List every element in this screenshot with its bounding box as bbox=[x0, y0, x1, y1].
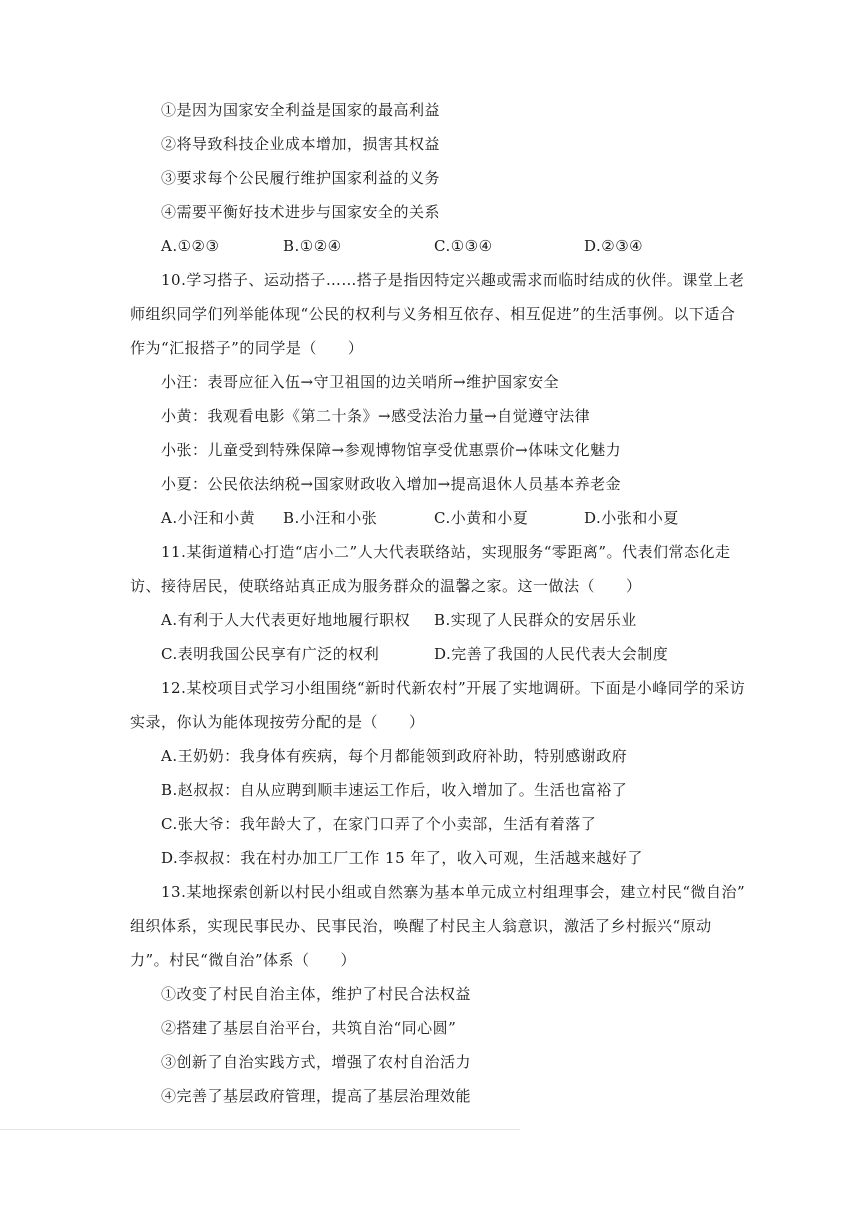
q10-option-b: B.小汪和小张 bbox=[283, 509, 378, 527]
q10-stem-line-2: 师组织同学们列举能体现“公民的权利与义务相互依存、相互促进”的生活事例。以下适合 bbox=[130, 305, 736, 323]
q9-statement-4: ④需要平衡好技术进步与国家安全的关系 bbox=[161, 203, 441, 221]
q9-statement-3: ③要求每个公民履行维护国家利益的义务 bbox=[161, 169, 441, 187]
q9-statement-1: ①是因为国家安全利益是国家的最高利益 bbox=[161, 101, 441, 119]
q13-stem-line-2: 组织体系，实现民事民办、民事民治，唤醒了村民主人翁意识，激活了乡村振兴“原动 bbox=[130, 917, 712, 935]
q10-example-3: 小张：儿童受到特殊保障→参观博物馆享受优惠票价→体味文化魅力 bbox=[161, 441, 622, 459]
q10-example-4: 小夏：公民依法纳税→国家财政收入增加→提高退休人员基本养老金 bbox=[161, 475, 622, 493]
q10-example-2: 小黄：我观看电影《第二十条》→感受法治力量→自觉遵守法律 bbox=[161, 407, 591, 425]
q13-stem-line-1: 13.某地探索创新以村民小组或自然寨为基本单元成立村组理事会，建立村民“微自治” bbox=[161, 883, 746, 901]
q9-option-d: D.②③④ bbox=[584, 237, 644, 255]
q10-option-c: C.小黄和小夏 bbox=[434, 509, 529, 527]
q13-statement-3: ③创新了自治实践方式，增强了农村自治活力 bbox=[161, 1053, 472, 1071]
q9-statement-2: ②将导致科技企业成本增加，损害其权益 bbox=[161, 135, 441, 153]
page-bottom-rule bbox=[0, 1129, 520, 1130]
q13-statement-4: ④完善了基层政府管理，提高了基层治理效能 bbox=[161, 1087, 472, 1105]
q9-option-a: A.①②③ bbox=[161, 237, 220, 255]
q12-option-a: A.王奶奶：我身体有疾病，每个月都能领到政府补助，特别感谢政府 bbox=[161, 747, 628, 765]
q12-stem-line-2: 实录，你认为能体现按劳分配的是（ ） bbox=[130, 713, 425, 731]
q9-option-b: B.①②④ bbox=[283, 237, 342, 255]
q13-statement-1: ①改变了村民自治主体，维护了村民合法权益 bbox=[161, 985, 472, 1003]
q11-stem-line-1: 11.某街道精心打造“店小二”人大代表联络站，实现服务“零距离”。代表们常态化走 bbox=[161, 543, 731, 561]
q11-stem-line-2: 访、接待居民，使联络站真正成为服务群众的温馨之家。这一做法（ ） bbox=[130, 577, 642, 595]
q11-option-c: C.表明我国公民享有广泛的权利 bbox=[161, 645, 380, 663]
q13-statement-2: ②搭建了基层自治平台，共筑自治“同心圆” bbox=[161, 1019, 457, 1037]
q12-option-d: D.李叔叔：我在村办加工厂工作 15 年了，收入可观，生活越来越好了 bbox=[161, 849, 643, 867]
q9-option-c: C.①③④ bbox=[434, 237, 493, 255]
q13-stem-line-3: 力”。村民“微自治”体系（ ） bbox=[130, 951, 357, 969]
q11-option-b: B.实现了人民群众的安居乐业 bbox=[434, 611, 637, 629]
q10-option-d: D.小张和小夏 bbox=[584, 509, 679, 527]
q10-option-a: A.小汪和小黄 bbox=[161, 509, 256, 527]
q12-option-c: C.张大爷：我年龄大了，在家门口弄了个小卖部，生活有着落了 bbox=[161, 815, 597, 833]
q10-stem-line-3: 作为“汇报搭子”的同学是（ ） bbox=[130, 339, 364, 357]
q10-stem-line-1: 10.学习搭子、运动搭子……搭子是指因特定兴趣或需求而临时结成的伙伴。课堂上老 bbox=[161, 271, 745, 289]
q12-stem-line-1: 12.某校项目式学习小组围绕“新时代新农村”开展了实地调研。下面是小峰同学的采访 bbox=[161, 679, 746, 697]
q10-example-1: 小汪：表哥应征入伍→守卫祖国的边关哨所→维护国家安全 bbox=[161, 373, 560, 391]
q11-option-d: D.完善了我国的人民代表大会制度 bbox=[434, 645, 669, 663]
q12-option-b: B.赵叔叔：自从应聘到顺丰速运工作后，收入增加了。生活也富裕了 bbox=[161, 781, 628, 799]
q11-option-a: A.有利于人大代表更好地地履行职权 bbox=[161, 611, 411, 629]
